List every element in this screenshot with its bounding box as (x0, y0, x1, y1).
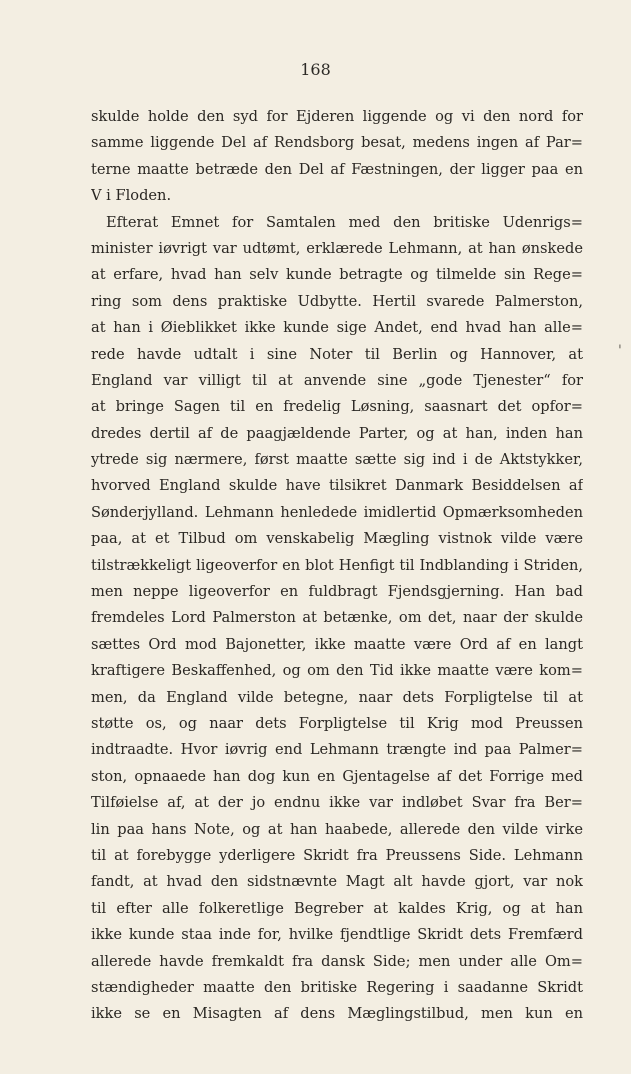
text-line: ring som dens praktiske Udbytte. Hertil svarede Palmerston, (91, 292, 583, 310)
text-line: minister iøvrigt var udtømt, erklærede Lehmann, at han ønskede (91, 239, 583, 257)
text-line: fandt, at hvad den sidstnævnte Magt alt havde gjort, var nok (91, 873, 583, 891)
text-line: dredes dertil af de paagjældende Parter, og at han, inden han (91, 424, 583, 442)
text-line: Efterat Emnet for Samtalen med den britiske Udenrigs= (106, 213, 583, 231)
text-line: England var villigt til at anvende sine „gode Tjenester“ for (91, 371, 583, 389)
text-line: ston, opnaaede han dog kun en Gjentagelse af det Forrige med (91, 767, 583, 785)
text-line: sættes Ord mod Bajonetter, ikke maatte være Ord af en langt (91, 635, 583, 653)
text-line: ytrede sig nærmere, først maatte sætte sig ind i de Aktstykker, (91, 451, 583, 469)
text-line: ikke kunde staa inde for, hvilke fjendtlige Skridt dets Fremfærd (91, 926, 583, 944)
text-line: at han i Øieblikket ikke kunde sige Andet, end hvad han alle= (91, 319, 583, 337)
text-line: skulde holde den syd for Ejderen liggende og vi den nord for (91, 108, 583, 125)
text-line: Tilføielse af, at der jo endnu ikke var indløbet Svar fra Ber= (91, 794, 583, 812)
text-line: til efter alle folkeretlige Begreber at kaldes Krig, og at han (91, 899, 583, 917)
body-text (91, 104, 583, 1028)
text-line: at bringe Sagen til en fredelig Løsning, saasnart det opfor= (91, 398, 583, 416)
text-line: til at forebygge yderligere Skridt fra Preussens Side. Lehmann (91, 846, 583, 864)
text-line: samme liggende Del af Rendsborg besat, medens ingen af Par= (91, 134, 583, 152)
margin-mark: ' (618, 343, 622, 359)
text-line: hvorved England skulde have tilsikret Danmark Besiddelsen af (91, 477, 583, 495)
text-line: lin paa hans Note, og at han haabede, allerede den vilde virke (91, 820, 583, 838)
text-line: Sønderjylland. Lehmann henledede imidlertid Opmærksomheden (91, 503, 583, 521)
text-line: kraftigere Beskaffenhed, og om den Tid ikke maatte være kom= (91, 662, 583, 680)
text-line: fremdeles Lord Palmerston at betænke, om det, naar der skulde (91, 609, 583, 627)
text-line: rede havde udtalt i sine Noter til Berlin og Hannover, at (91, 345, 583, 363)
text-line: støtte os, og naar dets Forpligtelse til Krig mod Preussen (91, 714, 583, 732)
text-line: men, da England vilde betegne, naar dets Forpligtelse til at (91, 688, 583, 706)
page-number: 168 (300, 60, 331, 79)
text-line: allerede havde fremkaldt fra dansk Side; men under alle Om= (91, 952, 583, 970)
text-line: tilstrækkeligt ligeoverfor en blot Henfigt til Indblanding i Striden, (91, 556, 583, 574)
text-line: men neppe ligeoverfor en fuldbragt Fjendsgjerning. Han bad (91, 583, 583, 601)
text-line: stændigheder maatte den britiske Regering i saadanne Skridt (91, 978, 583, 996)
text-line: ikke se en Misagten af dens Mæglingstilbud, men kun en (91, 1005, 583, 1023)
text-line: terne maatte betræde den Del af Fæstningen, der ligger paa en (91, 160, 583, 178)
text-line: indtraadte. Hvor iøvrig end Lehmann trængte ind paa Palmer= (91, 741, 583, 759)
text-line: paa, at et Tilbud om venskabelig Mægling vistnok vilde være (91, 530, 583, 548)
text-line: V i Floden. (91, 187, 172, 205)
text-line: at erfare, hvad han selv kunde betragte og tilmelde sin Rege= (91, 266, 583, 284)
